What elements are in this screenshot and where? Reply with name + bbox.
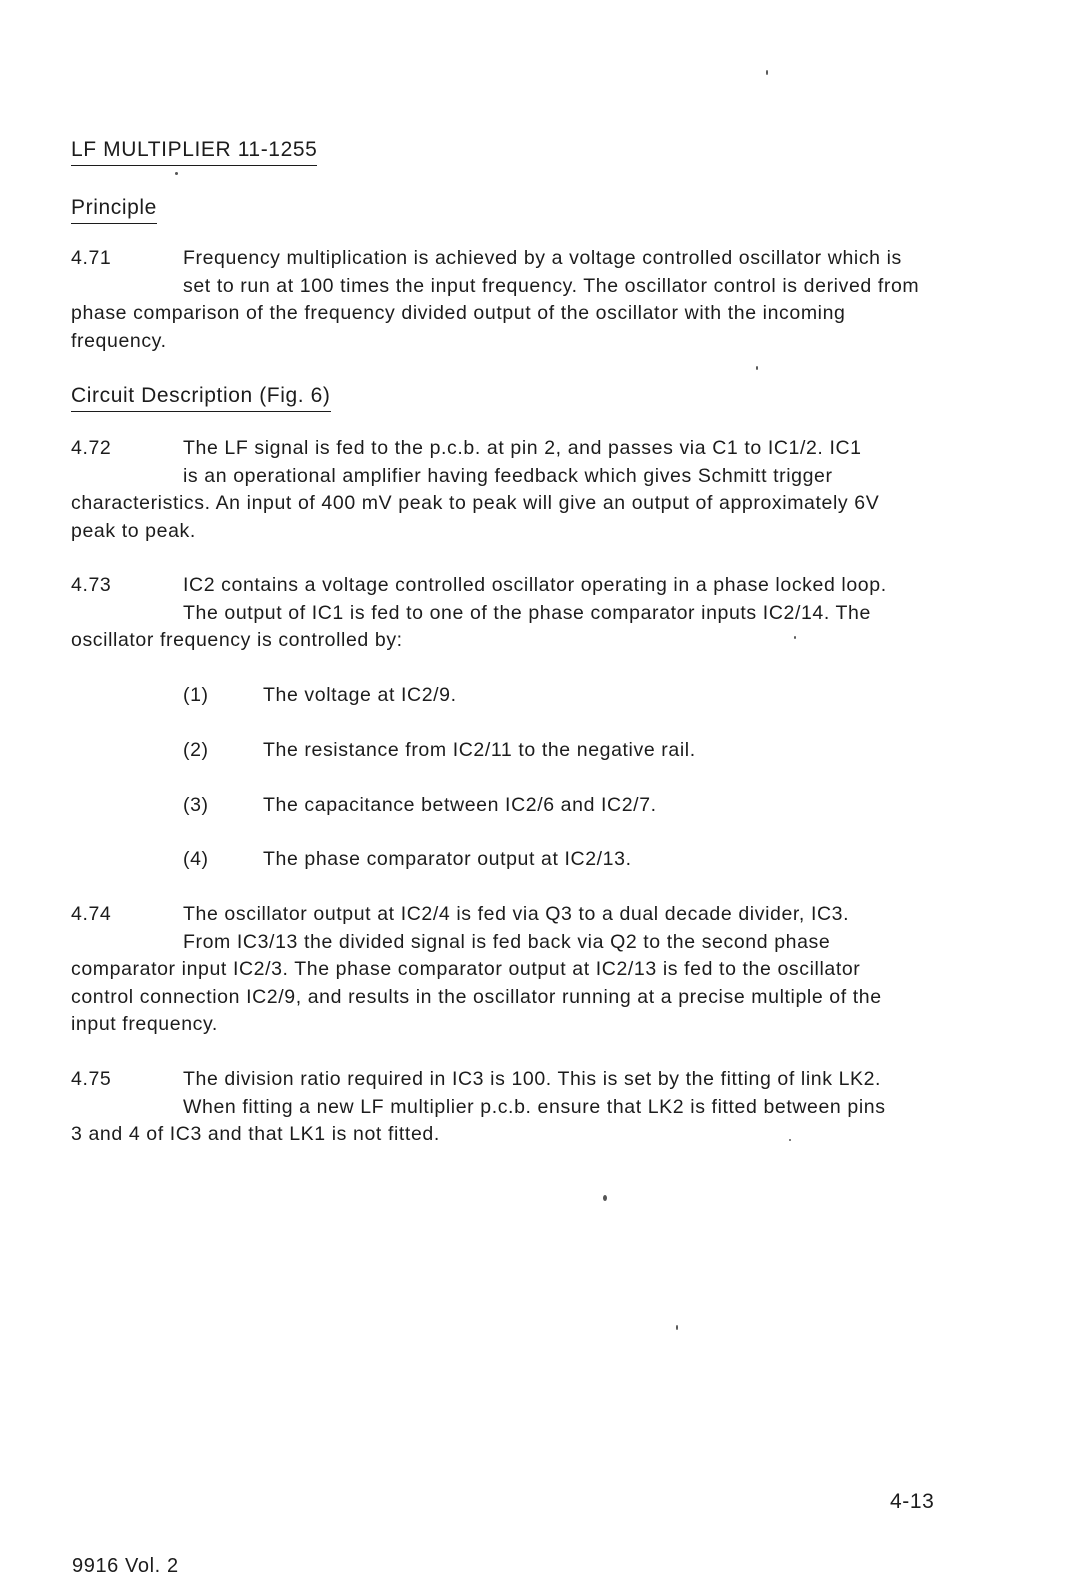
- scan-speck: [603, 1195, 607, 1201]
- scan-speck: [766, 70, 768, 75]
- paragraph-line: frequency.: [71, 329, 167, 352]
- paragraph-line: 4.75 The division ratio required in IC3 is 100. This is set by the fitting of link LK2.: [71, 1066, 1031, 1094]
- paragraph-line: When fitting a new LF multiplier p.c.b. ensure that LK2 is fitted between pins: [183, 1095, 886, 1118]
- section-heading-circuit-description: [71, 383, 331, 412]
- paragraph-line: 4.73 IC2 contains a voltage controlled oscillator operating in a phase locked loop.: [71, 572, 1031, 600]
- paragraph-line: The output of IC1 is fed to one of the phase comparator inputs IC2/14. The: [183, 601, 871, 624]
- page-title: [71, 137, 317, 166]
- paragraph-4-73: [71, 572, 1031, 655]
- paragraph-line: comparator input IC2/3. The phase comparator output at IC2/13 is fed to the oscillator: [71, 958, 861, 980]
- paragraph-line: set to run at 100 times the input frequency. The oscillator control is derived from: [183, 274, 920, 297]
- paragraph-line: 4.71 Frequency multiplication is achieved by a voltage controlled oscillator which is: [71, 245, 1031, 273]
- scan-speck: [794, 636, 796, 639]
- list-marker: (2): [183, 739, 209, 761]
- list-marker: (4): [183, 848, 209, 870]
- page-number: 4-13: [890, 1490, 935, 1513]
- list-item: [183, 682, 457, 710]
- section-heading-principle-text: Principle: [71, 195, 157, 224]
- document-reference: 9916 Vol. 2: [72, 1555, 179, 1577]
- paragraph-line: is an operational amplifier having feedback which gives Schmitt trigger: [183, 464, 833, 487]
- paragraph-line: characteristics. An input of 400 mV peak to peak will give an output of approximately 6V: [71, 492, 880, 514]
- list-item-text: The capacitance between IC2/6 and IC2/7.: [263, 794, 657, 816]
- page-title-text: LF MULTIPLIER 11-1255: [71, 137, 317, 166]
- list-marker: (3): [183, 794, 209, 816]
- scan-speck: [676, 1325, 678, 1330]
- list-item-text: The phase comparator output at IC2/13.: [263, 848, 632, 870]
- list-item: [183, 792, 657, 820]
- paragraph-number: 4.72: [71, 437, 112, 459]
- section-heading-principle: [71, 195, 157, 224]
- paragraph-number: 4.71: [71, 247, 112, 269]
- paragraph-line: phase comparison of the frequency divided output of the oscillator with the incoming: [71, 302, 846, 324]
- list-item-text: The voltage at IC2/9.: [263, 684, 457, 706]
- paragraph-number: 4.73: [71, 574, 112, 596]
- list-item: [183, 846, 632, 874]
- paragraph-line: From IC3/13 the divided signal is fed back via Q2 to the second phase: [183, 930, 831, 953]
- paragraph-line: 4.74 The oscillator output at IC2/4 is fed via Q3 to a dual decade divider, IC3.: [71, 901, 1031, 929]
- paragraph-line: oscillator frequency is controlled by:: [71, 629, 403, 651]
- scan-speck: [789, 1139, 791, 1141]
- paragraph-4-74: [71, 901, 1031, 1039]
- paragraph-line: 3 and 4 of IC3 and that LK1 is not fitted.: [71, 1123, 440, 1145]
- paragraph-number: 4.75: [71, 1068, 112, 1090]
- list-item: [183, 737, 696, 765]
- paragraph-line: peak to peak.: [71, 519, 196, 542]
- scan-speck: [175, 172, 178, 175]
- paragraph-4-71: [71, 245, 1031, 355]
- list-marker: (1): [183, 684, 209, 706]
- paragraph-4-75: [71, 1066, 1031, 1149]
- section-heading-circuit-text: Circuit Description (Fig. 6): [71, 383, 331, 412]
- scan-speck: [756, 366, 758, 370]
- paragraph-number: 4.74: [71, 903, 112, 925]
- paragraph-line: control connection IC2/9, and results in the oscillator running at a precise multiple of the: [71, 985, 882, 1008]
- paragraph-4-72: [71, 435, 1031, 545]
- paragraph-line: 4.72 The LF signal is fed to the p.c.b. at pin 2, and passes via C1 to IC1/2. IC1: [71, 435, 1031, 463]
- list-item-text: The resistance from IC2/11 to the negative rail.: [263, 739, 696, 761]
- paragraph-line: input frequency.: [71, 1013, 218, 1035]
